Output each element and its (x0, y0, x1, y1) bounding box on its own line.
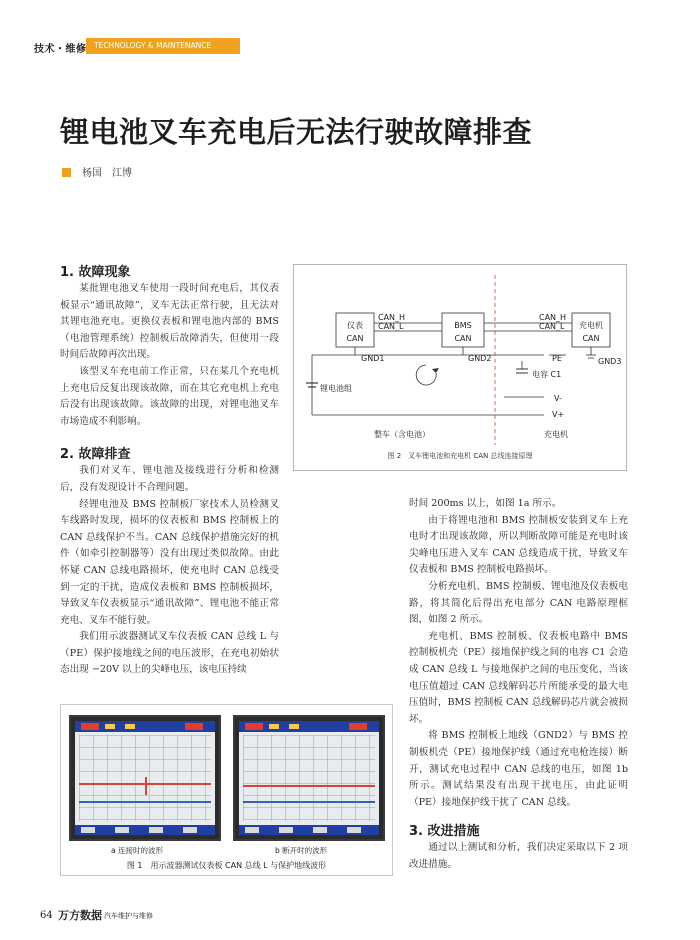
gnd2-label: GND2 (468, 354, 492, 363)
waveform-blue (79, 801, 211, 803)
paragraph: 时间 200ms 以上，如图 1a 所示。 (409, 498, 562, 509)
waveform-blue (243, 801, 375, 803)
scope-menu-bar (75, 825, 215, 835)
can-h-label-left: CAN_H (378, 313, 406, 322)
right-column (409, 496, 628, 873)
charger-can-label: CAN (582, 334, 600, 343)
gnd3-label: GND3 (598, 357, 622, 366)
page-number: 64 (40, 910, 53, 921)
subfigure-b-caption: b 断开时的波形 (275, 846, 328, 855)
paragraph: 通过以上测试和分析，我们决定采取以下 2 项改进措施。 (409, 842, 628, 870)
charger-label: 充电机 (579, 321, 603, 330)
scope-screen (75, 721, 215, 835)
capacitor-label: 电容 C1 (532, 370, 562, 379)
article-authors: 杨国 江博 (82, 168, 132, 179)
can-h-label-right: CAN_H (539, 313, 567, 322)
charger-bottom-label: 充电机 (544, 430, 568, 439)
paragraph: 将 BMS 控制板上地线（GND2）与 BMS 控制板机壳（PE）接地保护线（通过充电枪连接）断开，测试充电过程中 CAN 总线的电压，如图 1b 所示。测试结果没有出现干扰电压，由此证明（PE）接地保护线干扰了 CAN 总线。 (409, 730, 628, 808)
figure-1-oscilloscope (60, 704, 393, 876)
section-2-heading: 2. 故障排查 (60, 447, 131, 463)
can-l-label-right: CAN_L (539, 322, 565, 331)
section-header-bar: TECHNOLOGY & MAINTENANCE (86, 38, 240, 54)
vehicle-label: 整车（含电池） (374, 430, 430, 439)
paragraph: 我们用示波器测试叉车仪表板 CAN 总线 L 与（PE）保护接地线之间的电压波形，在充电初始状态出现 −20V 以上的尖峰电压，该电压持续 (60, 631, 279, 676)
v-minus-label: V- (554, 394, 562, 403)
section-1-heading: 1. 故障现象 (60, 265, 131, 280)
bms-label: BMS (454, 321, 472, 330)
figure-2-circuit-diagram (293, 264, 627, 471)
gnd1-label: GND1 (361, 354, 385, 363)
paragraph: 经锂电池及 BMS 控制板厂家技术人员检测叉车线路时发现，损坏的仪表板和 BMS 控制板上的 CAN 总线保护不当。CAN 总线保护措施完好的机件（如牵引控制器等）没有出现过类似故障。由此怀疑 CAN 总线电路损坏，使充电时 CAN 总线受到一定的干扰，造成仪表板和 BMS 控制板损坏，导致叉车仪表板显示“通讯故障”、锂电池不能正常充电、叉车不能行驶。 (60, 498, 279, 626)
paragraph: 由于将锂电池和 BMS 控制板安装到叉车上充电时才出现该故障，所以判断故障可能是充电时该尖峰电压进入叉车 CAN 总线造成干扰，导致叉车仪表板和 BMS 控制板电路损坏。 (409, 514, 628, 576)
paragraph: 某批锂电池叉车使用一段时间充电后，其仪表板显示“通讯故障”，叉车无法正常行驶，且无法对其锂电池充电。更换仪表板和锂电池内部的 BMS（电池管理系统）控制板后故障消失，但使用一段时间后故障再次出现。 (60, 283, 279, 361)
scope-status-bar (75, 721, 215, 732)
section-3-heading: 3. 改进措施 (409, 824, 480, 840)
arrow-icon (432, 368, 439, 373)
figure-2-caption: 图 2 叉车锂电池和充电机 CAN 总线连接原理 (387, 452, 533, 460)
instrument-can-label: CAN (346, 334, 364, 343)
scope-menu-bar (239, 825, 379, 835)
scope-screen (239, 721, 379, 835)
circuit-svg (294, 265, 628, 451)
can-l-label-left: CAN_L (378, 322, 404, 331)
bms-can-label: CAN (454, 334, 472, 343)
scope-photo-a (69, 715, 221, 841)
left-column (60, 264, 279, 679)
voltage-spike (145, 777, 147, 795)
figure-1-caption: 图 1 用示波器测试仪表板 CAN 总线 L 与保护地线波形 (126, 861, 327, 870)
instrument-label: 仪表 (347, 321, 363, 330)
subfigure-a-caption: a 连接时的波形 (111, 846, 163, 855)
paragraph: 该型叉车充电前工作正常，只在某几个充电机上充电后反复出现该故障，而在其它充电机上充电后没有出现该故障。该故障的出现，对锂电池叉车市场造成不利影响。 (60, 365, 279, 427)
battery-label: 锂电池组 (320, 384, 352, 393)
v-plus-label: V+ (552, 410, 565, 419)
current-loop-icon (416, 365, 436, 385)
section-label: 技术・维修 (34, 44, 87, 55)
scope-status-bar (239, 721, 379, 732)
scope-grid (243, 735, 375, 821)
footer-journal: 汽车维护与维修 (104, 912, 153, 920)
paragraph: 分析充电机、BMS 控制板、锂电池及仪表板电路，将其简化后得出充电部分 CAN 电路原理框图，如图 2 所示。 (409, 580, 628, 626)
author-marker-icon (62, 168, 71, 177)
paragraph: 充电机、BMS 控制板、仪表板电路中 BMS 控制板机壳（PE）接地保护线之间的电容 C1 会造成 CAN 总线 L 与接地保护之间的电压变化，当该电压值超过 CAN 总线解码芯片所能承受的最大电压值时，BMS 控制板 CAN 总线解码芯片就会被损坏。 (409, 630, 628, 725)
paragraph: 我们对叉车、锂电池及接线进行分析和检测后，没有发现设计不合理问题。 (60, 465, 279, 493)
footer-logo: 万方数据 (58, 909, 102, 922)
article-title: 锂电池叉车充电后无法行驶故障排查 (60, 115, 533, 149)
waveform-red (243, 785, 375, 787)
scope-photo-b (233, 715, 385, 841)
pe-label: PE (552, 354, 562, 363)
